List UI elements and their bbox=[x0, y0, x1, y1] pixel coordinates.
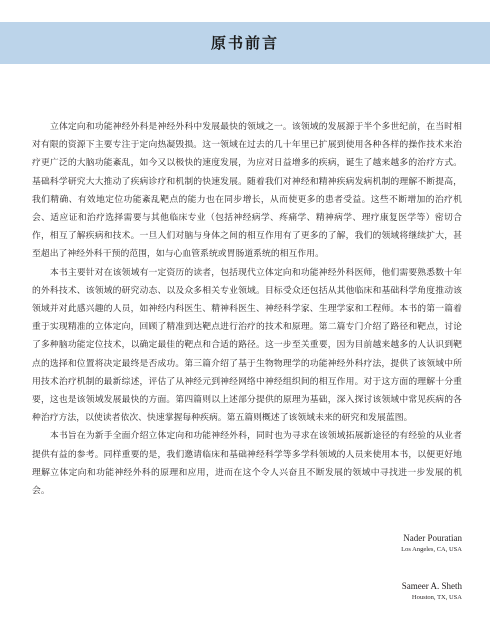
paragraph-1: 立体定向和功能神经外科是神经外科中发展最快的领域之一。该领域的发展源于半个多世纪前，在当时相对有限的资源下主要专注于定向热凝毁损。这一领域在过去的几十年里已扩展到使用各种各样的操作技术来治疗更广泛的大脑功能紊乱，如今又以极快的速度发展，为应对日益增多的疾病，诞生了越来越多的治疗方式。基础科学研究大大推动了疾病诊疗和机制的快速发展。随着我们对神经和精神疾病发病机制的理解不断提高，我们精确、有效地定位功能紊乱靶点的能力也在同步增长，从而使更多的患者受益。这些不断增加的治疗机会、适应证和治疗选择需要与其他临床专业（包括神经病学、疼痛学、精神病学、理疗康复医学等）密切合作，相互了解疾病和技术。一旦人们对脑与身体之间的相互作用有了更多的了解，我们的领域将继续扩大，甚至超出了神经外科干预的范围，如与心血管系统或胃肠道系统的相互作用。 bbox=[32, 122, 462, 260]
author-location: Los Angeles, CA, USA bbox=[401, 546, 462, 553]
signature-block bbox=[401, 532, 462, 603]
preface-body bbox=[32, 118, 462, 500]
page-title: 原书前言 bbox=[210, 34, 279, 52]
author-name: Sameer A. Sheth bbox=[401, 581, 462, 591]
paragraph-2: 本书主要针对在该领域有一定资历的读者，包括现代立体定向和功能神经外科医师，他们需要熟悉数十年的外科技术、该领域的研究动态、以及众多相关专业领域。目标受众还包括从其他临床和基础科学角度推动该领域并对此感兴趣的人员，如神经内科医生、精神科医生、神经科学家、生理学家和工程师。本书的第一篇着重于实现精准的立体定向，回顾了精准到达靶点进行治疗的技术和原理。第二篇专门介绍了路径和靶点，讨论了多种脑功能定位技术，以确定最佳的靶点和合适的路径。这一步至关重要，因为目前越来越多的人认识到靶点的选择和位置将决定最终是否成功。第三篇介绍了基于生物物理学的功能神经外科疗法，提供了该领域中所用技术治疗机制的最新综述，评估了从神经元到神经网络中神经组织间的相互作用。对于这方面的理解十分重要，这也是该领域发展最快的方面。第四篇则以上述部分提供的原理为基础，深入探讨该领域中常见疾病的各种治疗方法，以使读者依次、快速掌握每种疾病。第五篇则概述了该领域未来的研究和发展蓝图。 bbox=[32, 267, 462, 424]
author-name: Nader Pouratian bbox=[403, 533, 462, 543]
paragraph-3: 本书旨在为新手全面介绍立体定向和功能神经外科，同时也为寻求在该领域拓展新途径的有经验的从业者提供有益的参考。同样重要的是，我们邀请临床和基础神经科学等多学科领域的人员来使用本书，以便更好地理解立体定向和功能神经外科的原理和应用，进而在这个令人兴奋且不断发展的领域中寻找进一步发展的机会。 bbox=[32, 431, 462, 497]
author-location: Houston, TX, USA bbox=[411, 594, 462, 601]
